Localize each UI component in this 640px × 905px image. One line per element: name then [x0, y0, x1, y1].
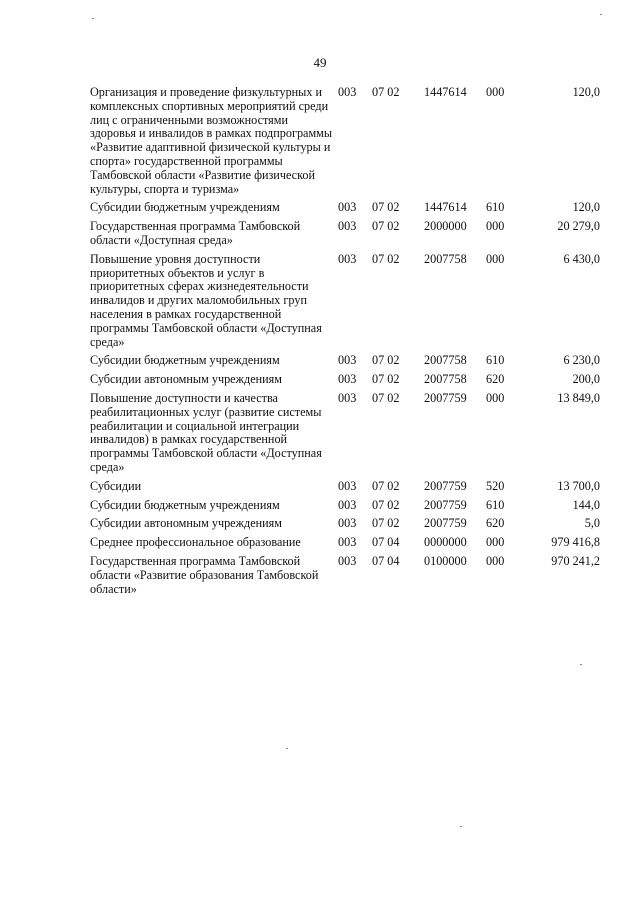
amount: 6 430,0	[563, 251, 600, 266]
expense-type-code: 000	[486, 85, 505, 99]
target-article-code: 2007759	[424, 390, 467, 405]
section-code: 07 02	[372, 85, 400, 99]
amount: 5,0	[584, 516, 600, 531]
expense-type-code: 000	[486, 251, 505, 266]
table-row	[90, 354, 600, 368]
ministry-code: 003	[338, 516, 357, 531]
scan-speck	[286, 748, 288, 749]
ministry-code: 003	[338, 497, 357, 512]
amount: 20 279,0	[557, 219, 600, 234]
amount: 13 700,0	[557, 478, 600, 493]
ministry-code: 003	[338, 251, 357, 266]
scan-speck	[580, 664, 582, 665]
section-code: 07 02	[372, 516, 400, 531]
section-code: 07 04	[372, 535, 400, 550]
row-name: Субсидии бюджетным учреждениям	[90, 200, 280, 215]
row-name: Повышение доступности и качества реабилитационных услуг (развитие системы реабилитации и социальной интеграции инвалидов) в рамках государственной программы Тамбовской области «Доступная среда»	[90, 390, 322, 474]
table-row	[90, 201, 600, 215]
page-number: 49	[313, 55, 327, 70]
ministry-code: 003	[338, 390, 357, 405]
expense-type-code: 610	[486, 353, 505, 368]
section-code: 07 04	[372, 553, 400, 568]
amount: 120,0	[572, 200, 600, 215]
expense-type-code: 000	[486, 390, 505, 405]
ministry-code: 003	[338, 353, 357, 368]
target-article-code: 1447614	[424, 85, 467, 99]
row-name: Субсидии бюджетным учреждениям	[90, 353, 280, 368]
expense-type-code: 620	[486, 372, 505, 387]
table-row	[90, 86, 600, 196]
row-name: Организация и проведение физкультурных и комплексных спортивных мероприятий среди лиц с ограниченными возможностями здоровья и инвалидов в рамках подпрограммы «Развитие адаптивной физической культуры и спорта» государственной программы Тамбовской области «Развитие физической культуры, спорта и туризма»	[90, 85, 333, 196]
table-row	[90, 499, 600, 513]
expense-type-code: 610	[486, 497, 505, 512]
table-row	[90, 253, 600, 350]
target-article-code: 2007758	[424, 372, 467, 387]
expense-type-code: 520	[486, 478, 505, 493]
section-code: 07 02	[372, 200, 400, 215]
target-article-code: 2007759	[424, 516, 467, 531]
amount: 13 849,0	[557, 390, 600, 405]
target-article-code: 0100000	[424, 553, 467, 568]
expense-type-code: 000	[486, 219, 505, 234]
ministry-code: 003	[338, 553, 357, 568]
ministry-code: 003	[338, 200, 357, 215]
section-code: 07 02	[372, 497, 400, 512]
section-code: 07 02	[372, 353, 400, 368]
row-name: Среднее профессиональное образование	[90, 535, 301, 550]
target-article-code: 2007759	[424, 497, 467, 512]
ministry-code: 003	[338, 478, 357, 493]
table-row	[90, 536, 600, 550]
table-row	[90, 517, 600, 531]
ministry-code: 003	[338, 372, 357, 387]
scan-speck	[600, 14, 602, 15]
target-article-code: 0000000	[424, 535, 467, 550]
table-row	[90, 373, 600, 387]
table-row	[90, 480, 600, 494]
section-code: 07 02	[372, 478, 400, 493]
target-article-code: 1447614	[424, 200, 467, 215]
row-name: Субсидии бюджетным учреждениям	[90, 497, 280, 512]
amount: 979 416,8	[551, 535, 600, 550]
ministry-code: 003	[338, 219, 357, 234]
amount: 200,0	[572, 372, 600, 387]
table-row	[90, 220, 600, 248]
target-article-code: 2007759	[424, 478, 467, 493]
amount: 970 241,2	[551, 553, 600, 568]
amount: 120,0	[572, 85, 600, 99]
section-code: 07 02	[372, 372, 400, 387]
expense-type-code: 000	[486, 535, 505, 550]
ministry-code: 003	[338, 535, 357, 550]
target-article-code: 2007758	[424, 353, 467, 368]
row-name: Субсидии автономным учреждениям	[90, 372, 282, 387]
amount: 144,0	[572, 497, 600, 512]
target-article-code: 2007758	[424, 251, 467, 266]
ministry-code: 003	[338, 85, 357, 99]
target-article-code: 2000000	[424, 219, 467, 234]
row-name: Государственная программа Тамбовской области «Доступная среда»	[90, 219, 301, 247]
row-name: Повышение уровня доступности приоритетных объектов и услуг в приоритетных сферах жизнедеятельности инвалидов и других маломобильных груп населения в рамках государственной программы Тамбовской области «Доступная среда»	[90, 251, 322, 349]
section-code: 07 02	[372, 219, 400, 234]
table-row	[90, 555, 600, 596]
row-name: Государственная программа Тамбовской области «Развитие образования Тамбовской области»	[90, 553, 319, 596]
amount: 6 230,0	[563, 353, 600, 368]
section-code: 07 02	[372, 251, 400, 266]
row-name: Субсидии	[90, 478, 142, 493]
section-code: 07 02	[372, 390, 400, 405]
table-row	[90, 392, 600, 475]
row-name: Субсидии автономным учреждениям	[90, 516, 282, 531]
expense-type-code: 000	[486, 553, 505, 568]
expense-type-code: 620	[486, 516, 505, 531]
expense-type-code: 610	[486, 200, 505, 215]
scan-speck	[460, 826, 462, 827]
budget-table	[90, 86, 600, 601]
scan-speck	[92, 18, 94, 19]
